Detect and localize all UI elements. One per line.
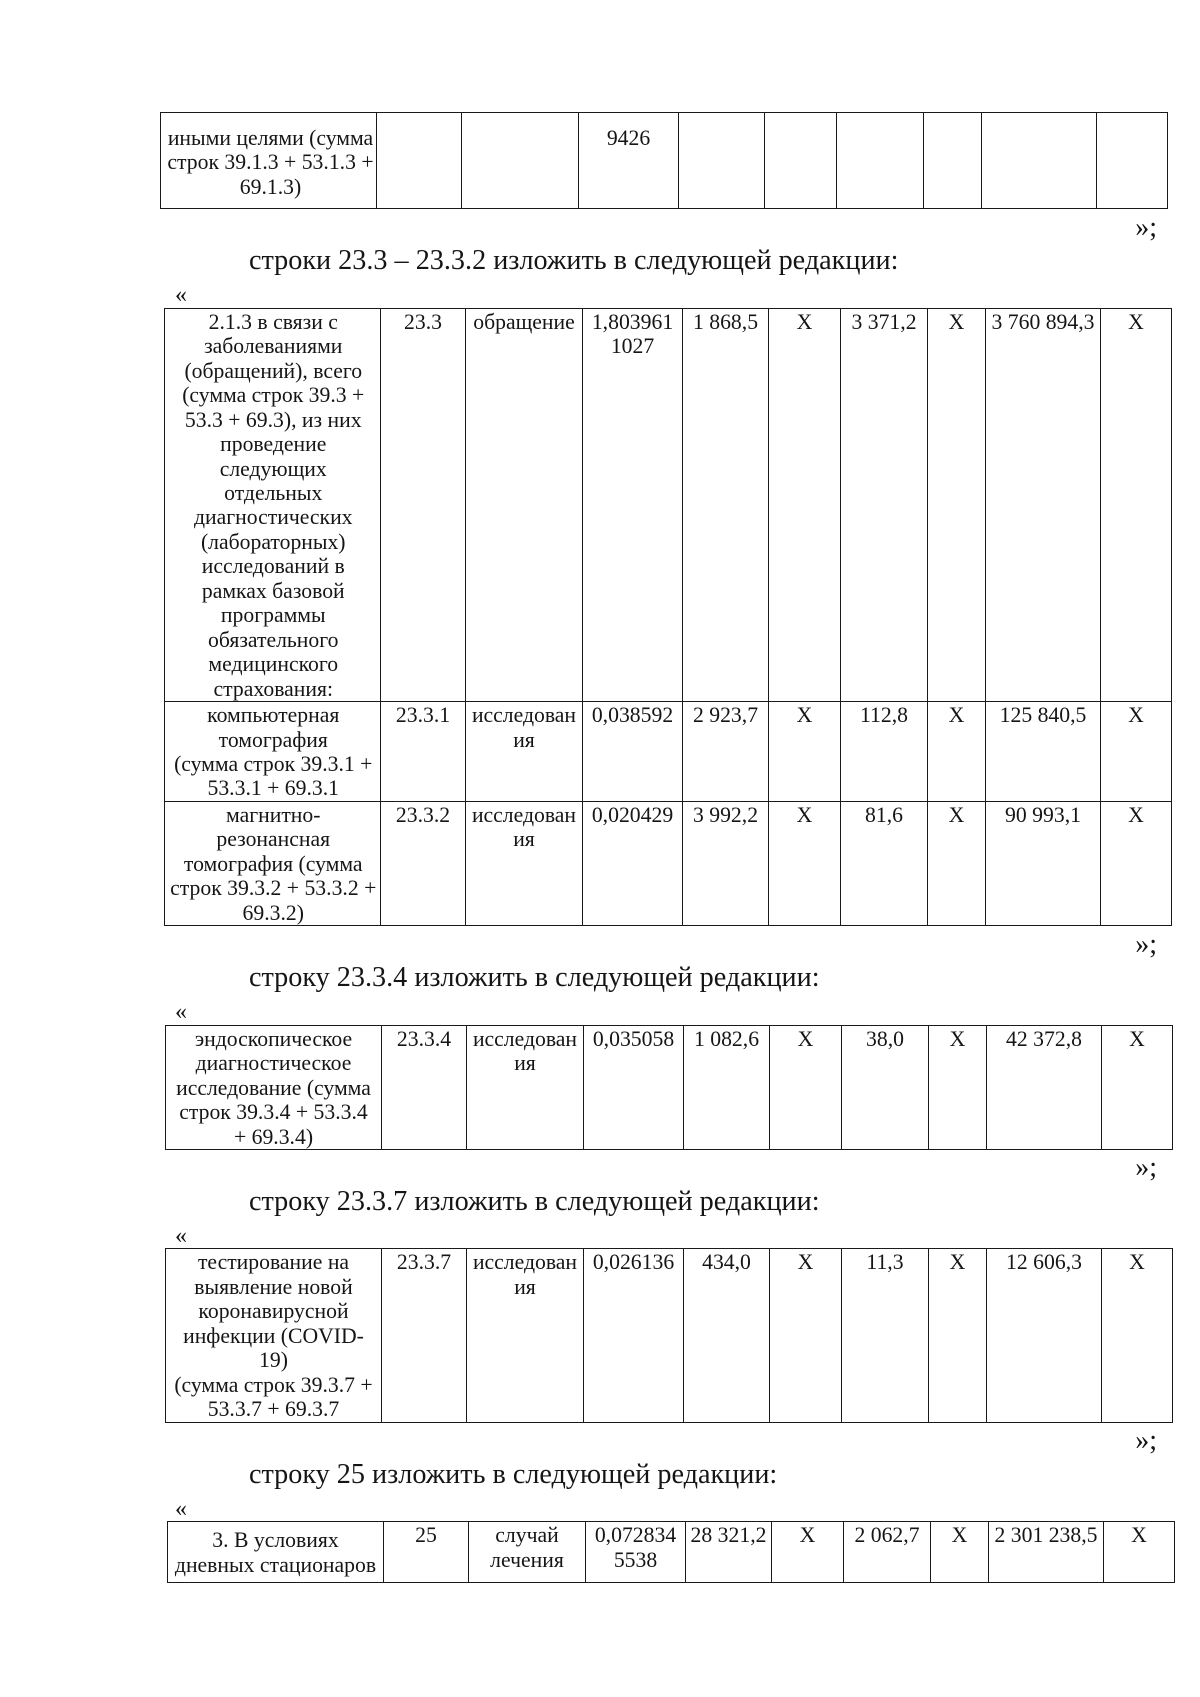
row-label-cell: магнитно- резонансная томография (сумма строк 39.3.2 + 53.3.2 + 69.3.2) bbox=[165, 801, 381, 925]
unit-cell: исследован ия bbox=[466, 702, 583, 802]
document-page bbox=[0, 112, 1200, 1583]
value-cell: 112,8 bbox=[841, 702, 928, 802]
value-cell: 90 993,1 bbox=[986, 801, 1101, 925]
x-mark-cell: Х bbox=[929, 1249, 987, 1422]
value-cell: 1 868,5 bbox=[683, 308, 769, 701]
value-cell: 42 372,8 bbox=[987, 1025, 1102, 1149]
row-code-cell: 23.3 bbox=[381, 308, 466, 701]
closing-quote-mark: »; bbox=[1135, 1152, 1157, 1184]
value-cell: 2 301 238,5 bbox=[989, 1522, 1104, 1583]
value-cell: 0,038592 bbox=[583, 702, 683, 802]
value-cell bbox=[924, 113, 982, 209]
value-cell: 3 760 894,3 bbox=[986, 308, 1101, 701]
value-cell bbox=[765, 113, 837, 209]
amended-row-table bbox=[165, 1248, 1173, 1422]
unit-cell: обращение bbox=[466, 308, 583, 701]
continuation-table bbox=[160, 112, 1168, 209]
amended-rows-table bbox=[164, 308, 1172, 926]
row-code-cell: 23.3.7 bbox=[382, 1249, 467, 1422]
row-label-cell: тестирование на выявление новой коронавирусной инфекции (COVID- 19) (сумма строк 39.3.7 + 53.3.7 + 69.3.7 bbox=[166, 1249, 382, 1422]
value-cell: 1 082,6 bbox=[684, 1025, 770, 1149]
unit-cell: исследован ия bbox=[466, 801, 583, 925]
x-mark-cell: Х bbox=[772, 1522, 844, 1583]
row-code-cell: 23.3.1 bbox=[381, 702, 466, 802]
amended-row-table bbox=[165, 1025, 1173, 1150]
table-row bbox=[166, 1249, 1173, 1422]
table-row bbox=[165, 801, 1172, 925]
table-row bbox=[165, 702, 1172, 802]
opening-quote-mark: « bbox=[175, 999, 187, 1026]
unit-cell bbox=[462, 113, 579, 209]
value-cell: 125 840,5 bbox=[986, 702, 1101, 802]
amendment-instruction: строку 23.3.7 изложить в следующей редакции: bbox=[249, 1185, 820, 1217]
value-cell: 2 062,7 bbox=[844, 1522, 931, 1583]
unit-cell: исследован ия bbox=[467, 1025, 584, 1149]
row-label-cell: иными целями (сумма строк 39.1.3 + 53.1.3 + 69.1.3) bbox=[161, 113, 377, 209]
row-code-cell: 23.3.4 bbox=[382, 1025, 467, 1149]
table-row bbox=[165, 308, 1172, 701]
opening-quote-mark: « bbox=[175, 1495, 187, 1522]
opening-quote-mark: « bbox=[175, 1222, 187, 1249]
x-mark-cell: Х bbox=[770, 1025, 842, 1149]
unit-cell: исследован ия bbox=[467, 1249, 584, 1422]
x-mark-cell: Х bbox=[769, 308, 841, 701]
closing-quote-mark: »; bbox=[1135, 928, 1157, 960]
value-cell: 434,0 bbox=[684, 1249, 770, 1422]
x-mark-cell: Х bbox=[1101, 702, 1172, 802]
value-cell: 0,035058 bbox=[584, 1025, 684, 1149]
unit-cell: случай лечения bbox=[469, 1522, 586, 1583]
x-mark-cell: Х bbox=[928, 801, 986, 925]
table-row bbox=[168, 1522, 1175, 1583]
value-cell bbox=[679, 113, 765, 209]
x-mark-cell: Х bbox=[769, 702, 841, 802]
x-mark-cell: Х bbox=[769, 801, 841, 925]
x-mark-cell: Х bbox=[1102, 1249, 1173, 1422]
value-cell: 9426 bbox=[579, 113, 679, 209]
row-code-cell: 23.3.2 bbox=[381, 801, 466, 925]
opening-quote-mark: « bbox=[175, 282, 187, 309]
value-cell: 11,3 bbox=[842, 1249, 929, 1422]
value-cell: 2 923,7 bbox=[683, 702, 769, 802]
amended-row-table bbox=[167, 1521, 1175, 1583]
value-cell: 0,072834 5538 bbox=[586, 1522, 686, 1583]
row-code-cell bbox=[377, 113, 462, 209]
amendment-instruction: строки 23.3 – 23.3.2 изложить в следующей редакции: bbox=[249, 245, 899, 277]
row-code-cell: 25 bbox=[384, 1522, 469, 1583]
table-row bbox=[166, 1025, 1173, 1149]
value-cell: 12 606,3 bbox=[987, 1249, 1102, 1422]
amendment-instruction: строку 23.3.4 изложить в следующей редакции: bbox=[249, 962, 820, 994]
value-cell: 0,020429 bbox=[583, 801, 683, 925]
table-row bbox=[161, 113, 1168, 209]
value-cell: 38,0 bbox=[842, 1025, 929, 1149]
x-mark-cell: Х bbox=[1102, 1025, 1173, 1149]
row-label-cell: 2.1.3 в связи с заболеваниями (обращений), всего (сумма строк 39.3 + 53.3 + 69.3), из них проведение следующих отдельных диагностических (лабораторных) исследований в рамках базовой программы обязательного медицинского страхования: bbox=[165, 308, 381, 701]
x-mark-cell: Х bbox=[929, 1025, 987, 1149]
value-cell bbox=[982, 113, 1097, 209]
row-label-cell: эндоскопическое диагностическое исследование (сумма строк 39.3.4 + 53.3.4 + 69.3.4) bbox=[166, 1025, 382, 1149]
row-label-cell: компьютерная томография (сумма строк 39.3.1 + 53.3.1 + 69.3.1 bbox=[165, 702, 381, 802]
value-cell bbox=[837, 113, 924, 209]
value-cell: 3 992,2 bbox=[683, 801, 769, 925]
x-mark-cell: Х bbox=[928, 308, 986, 701]
value-cell: 1,803961 1027 bbox=[583, 308, 683, 701]
row-label-cell: 3. В условиях дневных стационаров bbox=[168, 1522, 384, 1583]
closing-quote-mark: »; bbox=[1135, 1425, 1157, 1457]
x-mark-cell: Х bbox=[1101, 801, 1172, 925]
amendment-instruction: строку 25 изложить в следующей редакции: bbox=[249, 1458, 778, 1490]
value-cell bbox=[1097, 113, 1168, 209]
value-cell: 3 371,2 bbox=[841, 308, 928, 701]
closing-quote-mark: »; bbox=[1135, 211, 1157, 243]
x-mark-cell: Х bbox=[770, 1249, 842, 1422]
x-mark-cell: Х bbox=[1104, 1522, 1175, 1583]
x-mark-cell: Х bbox=[1101, 308, 1172, 701]
value-cell: 28 321,2 bbox=[686, 1522, 772, 1583]
x-mark-cell: Х bbox=[931, 1522, 989, 1583]
x-mark-cell: Х bbox=[928, 702, 986, 802]
value-cell: 81,6 bbox=[841, 801, 928, 925]
value-cell: 0,026136 bbox=[584, 1249, 684, 1422]
